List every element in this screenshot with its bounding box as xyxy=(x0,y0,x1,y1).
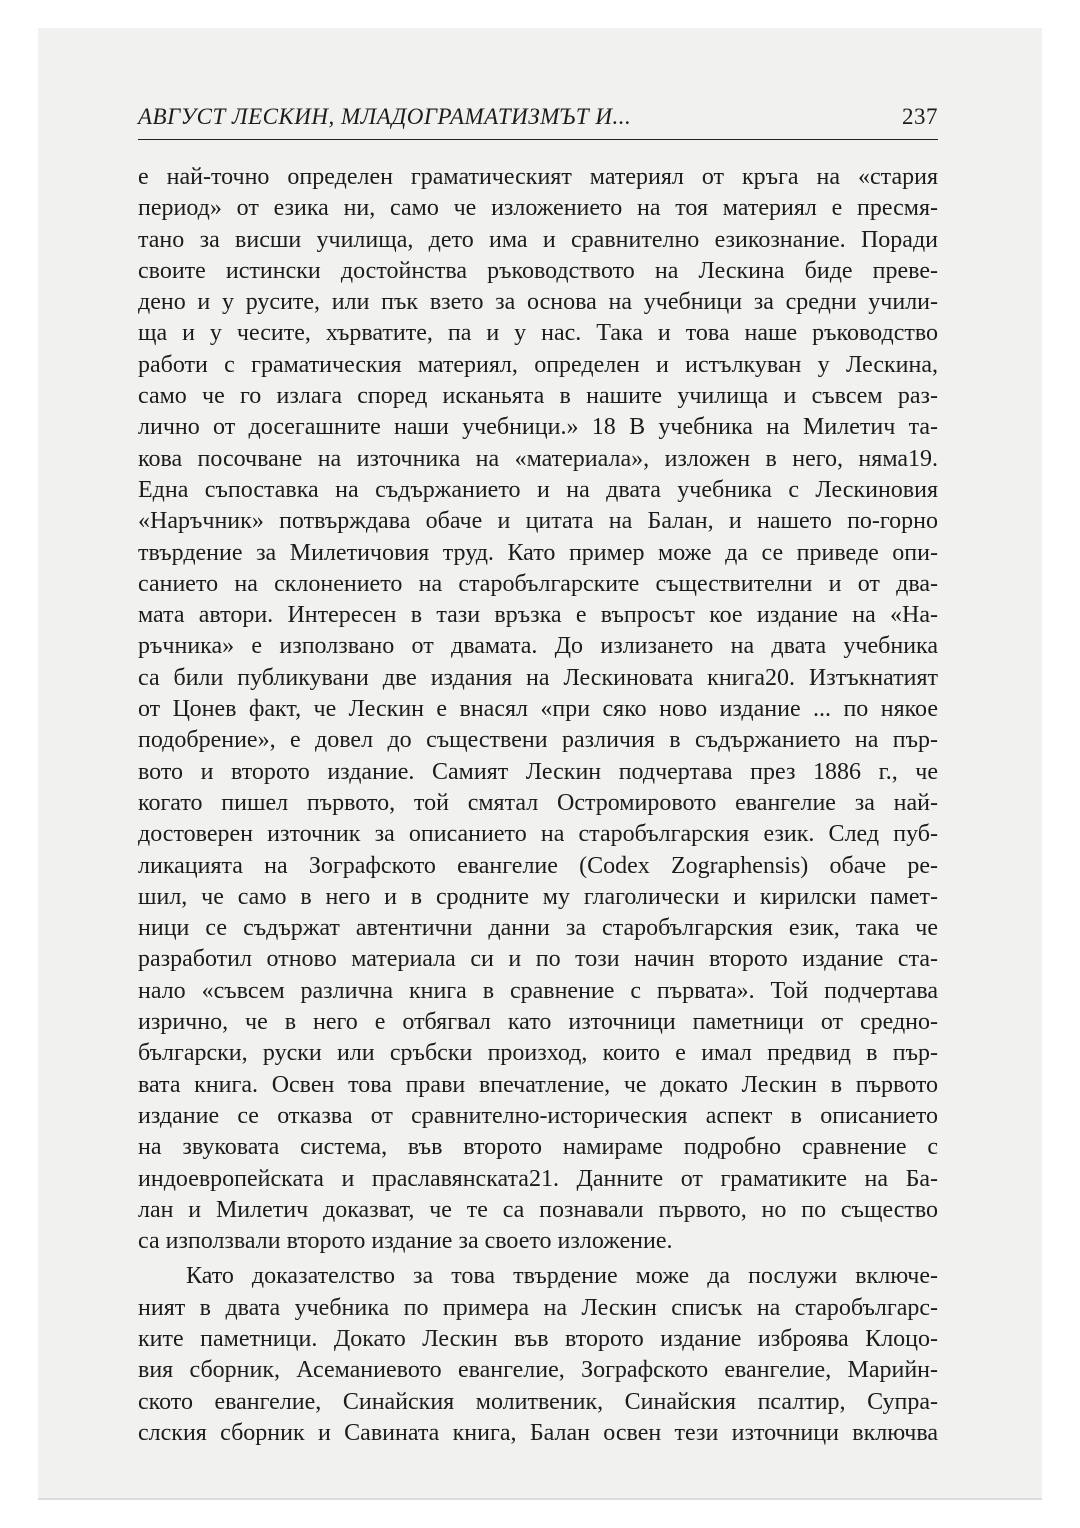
text-line: слския сборник и Савината книга, Балан освен тези източници включва xyxy=(138,1419,938,1446)
text-line: когато пишел първото, той смятал Остромировото евангелие за най- xyxy=(138,789,938,816)
header-rule xyxy=(138,139,938,140)
text-line: «Наръчник» потвърждава обаче и цитата на Балан, и нашето по-горно xyxy=(138,508,938,535)
text-line: са били публикувани две издания на Лескиновата книга20. Изтъкнатият xyxy=(138,664,938,691)
text-line: нало «съвсем различна книга в сравнение с първата». Той подчертава xyxy=(138,977,938,1004)
text-line: издание се отказва от сравнително-историческия аспект в описанието xyxy=(138,1102,938,1129)
text-line: разработил отново материала си и по този начин второто издание ста- xyxy=(138,946,938,973)
text-line: изрично, че в него е отбягвал като източници паметници от средно- xyxy=(138,1009,938,1036)
text-line: само че го излага според исканьята в нашите училища и съвсем раз- xyxy=(138,383,938,410)
text-line: ници се съдържат автентични данни за старобългарския език, така че xyxy=(138,915,938,942)
running-title: АВГУСТ ЛЕСКИН, МЛАДОГРАМАТИЗМЪТ И... xyxy=(138,104,632,129)
text-line: период» от езика ни, само че изложението на тоя материял е пресмя- xyxy=(138,195,938,222)
text-line: е най-точно определен граматическият материял от кръга на «стария xyxy=(138,164,938,190)
text-line: Като доказателство за това твърдение може да послужи включе- xyxy=(186,1263,938,1290)
text-line: ките паметници. Докато Лескин във второто издание изброява Клоцо- xyxy=(138,1325,938,1352)
text-line: индоевропейската и праславянската21. Данните от граматиките на Ба- xyxy=(138,1165,938,1192)
text-line: дено и у русите, или пък взето за основа на учебници за средни учили- xyxy=(138,289,938,316)
text-line: ща и у чесите, хърватите, па и у нас. Така и това наше ръководство xyxy=(138,320,938,347)
text-line: на звуковата система, във второто намираме подробно сравнение с xyxy=(138,1134,938,1161)
text-line: са използвали второто издание за своето изложение. xyxy=(138,1228,673,1255)
page-edge xyxy=(38,1498,1042,1500)
paragraph-2 xyxy=(138,1261,938,1449)
text-line: работи с граматическия материял, определен и истълкуван у Лескина, xyxy=(138,351,938,378)
body-text xyxy=(138,162,938,1449)
text-line: български, руски или сръбски произход, които е имал предвид в пър- xyxy=(138,1040,938,1067)
text-line: достоверен източник за описанието на старобългарския език. След пуб- xyxy=(138,821,938,848)
text-line: мата автори. Интересен в тази връзка е въпросът кое издание на «На- xyxy=(138,602,938,629)
text-line: вата книга. Освен това прави впечатление, че докато Лескин в първото xyxy=(138,1071,938,1098)
text-line: тано за висши училища, дето има и сравнително езикознание. Поради xyxy=(138,226,938,253)
text-line: ният в двата учебника по примера на Лескин списък на старобългарс- xyxy=(138,1294,938,1321)
text-line: Една съпоставка на съдържанието и на двата учебника с Лескиновия xyxy=(138,476,938,503)
text-line: твърдение за Милетичовия труд. Като пример може да се приведе опи- xyxy=(138,539,938,566)
text-line: лан и Милетич доказват, че те са познавали първото, но по същество xyxy=(138,1196,938,1223)
text-line: ликацията на Зографското евангелие (Codex Zographensis) обаче ре- xyxy=(138,852,938,879)
text-line: от Цонев факт, че Лескин е внасял «при сяко ново издание ... по някое xyxy=(138,696,938,723)
paragraph-1 xyxy=(138,162,938,1257)
text-line: подобрение», е довел до съществени различия в съдържанието на пър- xyxy=(138,727,938,754)
text-line: ското евангелие, Синайския молитвеник, Синайския псалтир, Супра- xyxy=(138,1388,938,1415)
text-line: ръчника» е използвано от двамата. До излизането на двата учебника xyxy=(138,633,938,660)
text-line: своите истински достойнства ръководството на Лескина биде преве- xyxy=(138,257,938,284)
running-header xyxy=(138,104,938,140)
text-line: шил, че само в него и в сродните му глаголически и кирилски памет- xyxy=(138,883,938,910)
text-line: санието на склонението на старобългарските съществителни и от два- xyxy=(138,570,938,597)
text-line: вото и второто издание. Самият Лескин подчертава през 1886 г., че xyxy=(138,758,938,785)
text-line: лично от досегашните наши учебници.» 18 В учебника на Милетич та- xyxy=(138,414,938,441)
text-line: вия сборник, Асеманиевото евангелие, Зографското евангелие, Марийн- xyxy=(138,1357,938,1384)
text-line: кова посочване на източника на «материала», изложен в него, няма19. xyxy=(138,445,938,472)
page-number: 237 xyxy=(902,104,938,129)
